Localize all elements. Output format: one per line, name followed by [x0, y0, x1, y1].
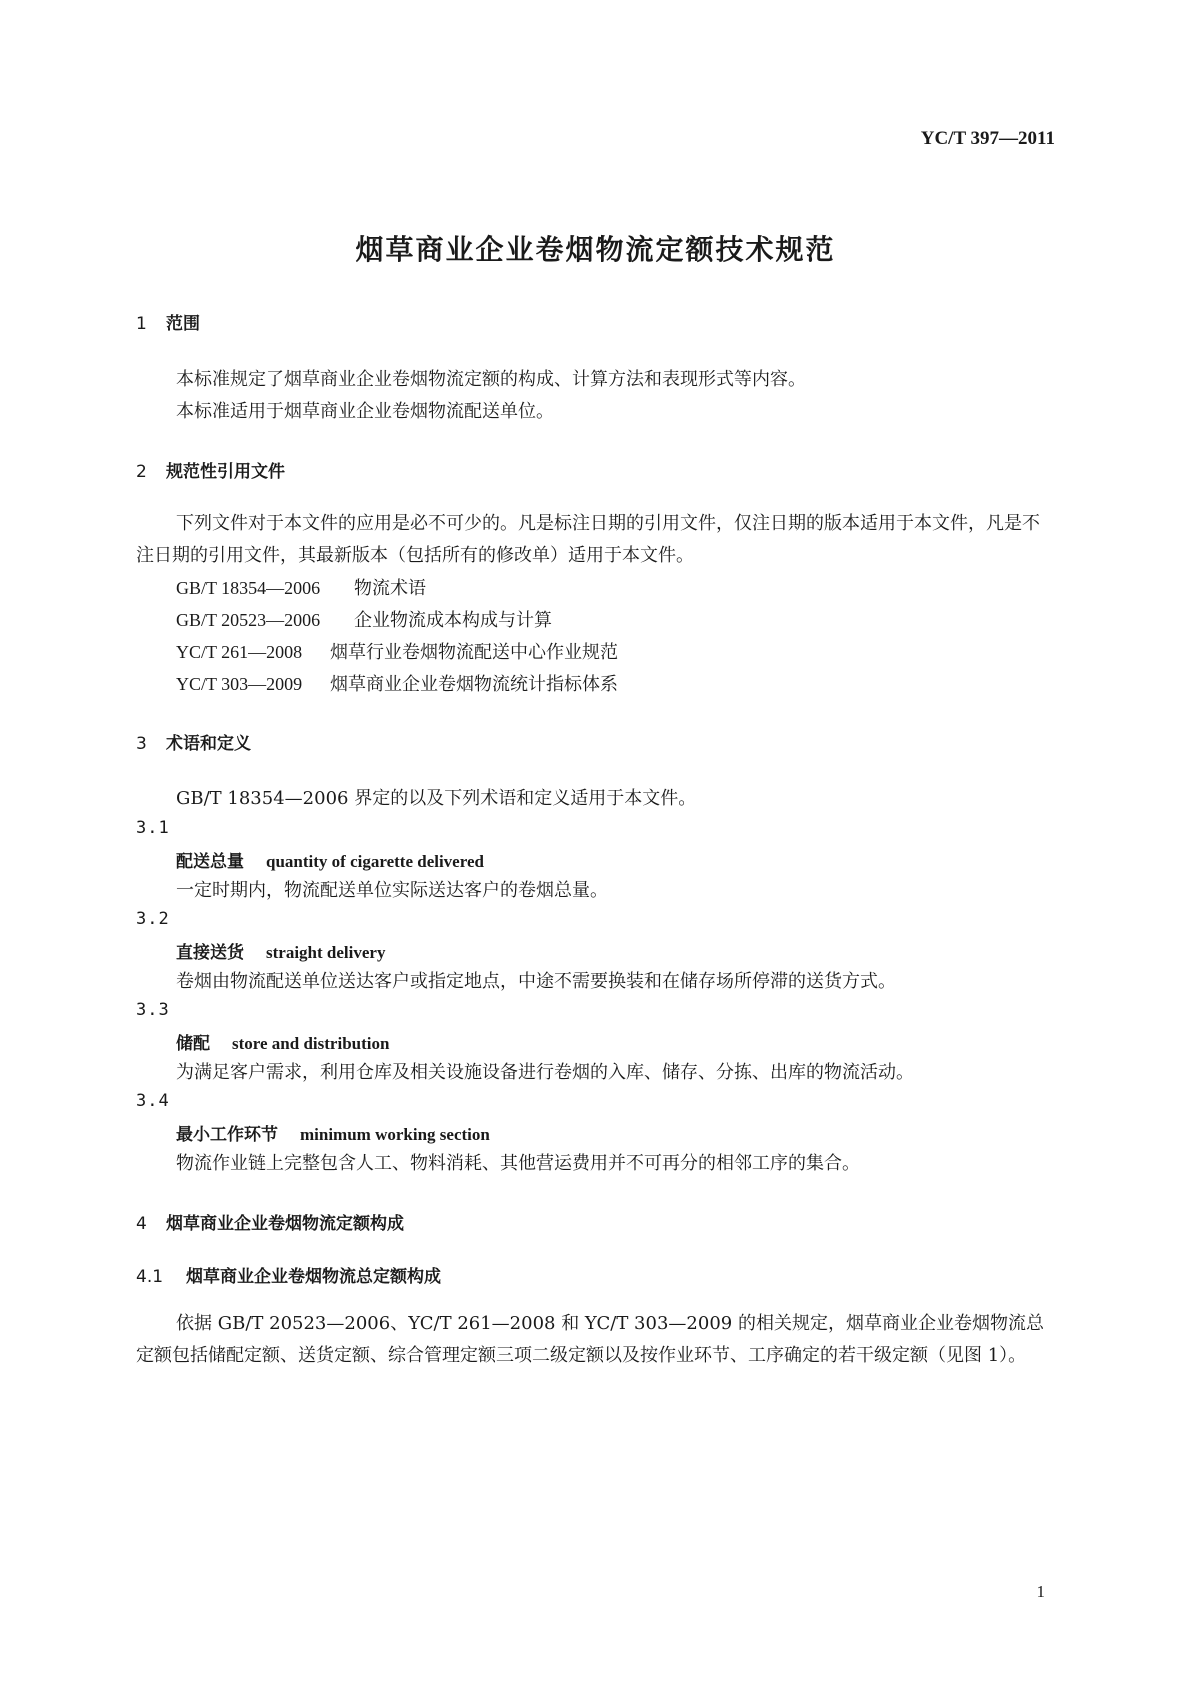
section-title: 范围	[166, 314, 200, 334]
term-heading	[176, 1029, 389, 1054]
section-title: 术语和定义	[166, 734, 251, 754]
term-chinese: 储配	[176, 1034, 210, 1054]
standard-code-header: YC/T 397—2011	[920, 128, 1055, 149]
section-title: 规范性引用文件	[166, 462, 285, 482]
section-number: 4	[136, 1214, 147, 1234]
term-definition: 物流作业链上完整包含人工、物料消耗、其他营运费用并不可再分的相邻工序的集合。	[176, 1153, 860, 1174]
reference-item	[176, 574, 426, 600]
reference-code: GB/T 20523—2006	[176, 610, 321, 630]
reference-item	[176, 638, 618, 664]
term-number: 3.2	[136, 909, 170, 929]
section-1-heading	[136, 309, 200, 334]
section-title: 烟草商业企业卷烟物流定额构成	[166, 1214, 404, 1234]
term-english: minimum working section	[300, 1125, 490, 1144]
reference-code: GB/T 18354—2006	[176, 578, 321, 598]
subsection-4-1-heading	[136, 1262, 441, 1287]
section-number: 3	[136, 734, 147, 754]
reference-title: 物流术语	[354, 578, 426, 599]
reference-item	[176, 606, 552, 632]
subsection-number: 4.1	[136, 1267, 164, 1287]
section-number: 2	[136, 462, 147, 482]
section-number: 1	[136, 314, 147, 334]
term-definition: 为满足客户需求，利用仓库及相关设施设备进行卷烟的入库、储存、分拣、出库的物流活动。	[176, 1062, 914, 1083]
term-number: 3.3	[136, 1000, 170, 1020]
term-number: 3.1	[136, 818, 170, 838]
term-heading	[176, 1120, 490, 1145]
term-chinese: 配送总量	[176, 852, 244, 872]
section-1-paragraph: 本标准规定了烟草商业企业卷烟物流定额的构成、计算方法和表现形式等内容。	[176, 369, 806, 390]
reference-code: YC/T 303—2009	[176, 674, 303, 694]
reference-title: 烟草行业卷烟物流配送中心作业规范	[330, 642, 618, 663]
reference-code: YC/T 261—2008	[176, 642, 303, 662]
section-1-paragraph: 本标准适用于烟草商业企业卷烟物流配送单位。	[176, 401, 554, 422]
term-heading	[176, 847, 484, 872]
term-english: straight delivery	[266, 943, 386, 962]
section-2-intro: 下列文件对于本文件的应用是必不可少的。凡是标注日期的引用文件，仅注日期的版本适用于本文件，凡是不注日期的引用文件，其最新版本（包括所有的修改单）适用于本文件。	[136, 513, 1040, 566]
term-definition: 卷烟由物流配送单位送达客户或指定地点，中途不需要换装和在储存场所停滞的送货方式。	[176, 971, 896, 992]
section-3-intro: GB/T 18354—2006 界定的以及下列术语和定义适用于本文件。	[176, 788, 697, 809]
term-definition: 一定时期内，物流配送单位实际送达客户的卷烟总量。	[176, 880, 608, 901]
subsection-title: 烟草商业企业卷烟物流总定额构成	[186, 1267, 441, 1287]
term-english: store and distribution	[232, 1034, 390, 1053]
term-english: quantity of cigarette delivered	[266, 852, 484, 871]
reference-item	[176, 670, 618, 696]
term-number: 3.4	[136, 1091, 170, 1111]
term-chinese: 直接送货	[176, 943, 244, 963]
section-4-heading	[136, 1209, 404, 1234]
term-heading	[176, 938, 385, 963]
subsection-4-1-paragraph: 依据 GB/T 20523—2006、YC/T 261—2008 和 YC/T 303—2009 的相关规定，烟草商业企业卷烟物流总定额包括储配定额、送货定额、综合管理定额三项二级定额以及按作业环节、工序确定的若干级定额（见图 1）。	[136, 1313, 1044, 1366]
document-title: 烟草商业企业卷烟物流定额技术规范	[355, 233, 836, 266]
reference-title: 烟草商业企业卷烟物流统计指标体系	[330, 674, 618, 695]
section-2-heading	[136, 457, 285, 482]
reference-title: 企业物流成本构成与计算	[354, 610, 552, 631]
section-3-heading	[136, 729, 251, 754]
term-chinese: 最小工作环节	[176, 1125, 278, 1145]
page-number: 1	[1036, 1582, 1045, 1601]
